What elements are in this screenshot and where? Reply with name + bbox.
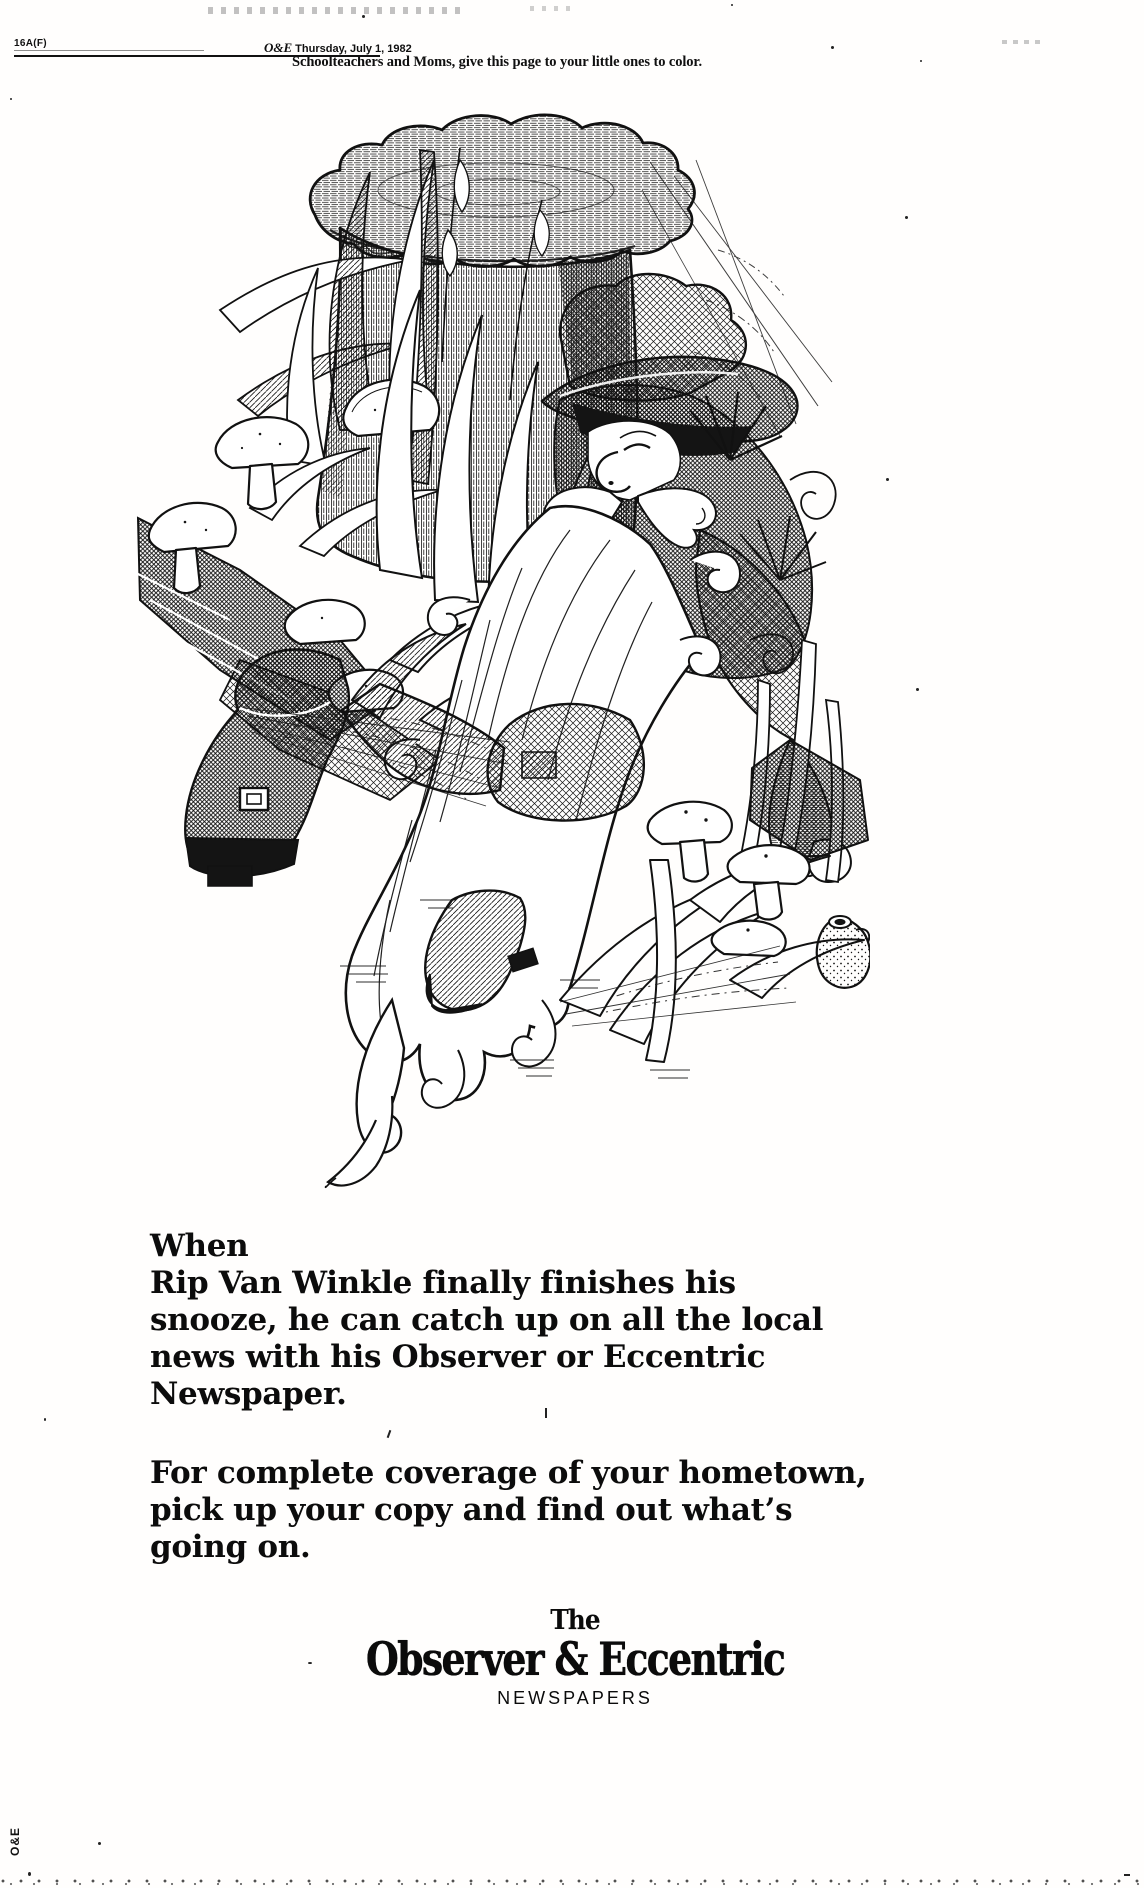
scan-speck (98, 1842, 101, 1845)
scan-speck (44, 1418, 46, 1421)
scan-speck (308, 1662, 312, 1664)
scan-speck (905, 216, 908, 219)
scan-smudge (530, 6, 578, 11)
body-line: going on. (150, 1529, 311, 1565)
scan-speck (28, 1872, 31, 1876)
scan-speck (916, 688, 919, 691)
body-paragraph (150, 1455, 920, 1566)
scan-smudge (1002, 40, 1042, 44)
scan-speck (10, 98, 12, 100)
headline-line: news with his Observer or Eccentric (150, 1339, 766, 1375)
scan-speck (831, 46, 834, 49)
page-number: 16A(F) (14, 38, 47, 49)
logo-tagline: NEWSPAPERS (497, 1688, 653, 1708)
body-line: For complete coverage of your hometown, (150, 1455, 867, 1491)
publisher-logo (190, 1605, 960, 1709)
scan-speck (1124, 1874, 1130, 1876)
coloring-instruction: Schoolteachers and Moms, give this page to your little ones to color. (292, 54, 702, 70)
scan-speck (362, 15, 365, 18)
boot-left (185, 650, 349, 887)
header-rule-faint (14, 50, 204, 51)
scan-speck (920, 60, 922, 62)
date-text: Thursday, July 1, 1982 (295, 43, 412, 55)
jug (817, 916, 870, 988)
body-line: pick up your copy and find out what’s (150, 1492, 793, 1528)
headline-line: Rip Van Winkle finally finishes his (150, 1265, 736, 1301)
scan-speck (731, 4, 733, 6)
scan-noise-band (0, 1875, 1144, 1888)
nostril (608, 481, 613, 485)
masthead-abbr: O&E (264, 40, 293, 55)
logo-name: Observer & Eccentric (365, 1632, 785, 1686)
scan-smudge (208, 7, 468, 14)
spine-text: O&E (8, 1826, 22, 1856)
headline-line: snooze, he can catch up on all the local (150, 1302, 824, 1338)
scan-speck (886, 478, 889, 481)
scan-speck (545, 1408, 547, 1418)
logo-the: The (550, 1605, 600, 1636)
headline-line: When (150, 1228, 249, 1264)
knee-patch (522, 752, 556, 778)
beard (325, 506, 740, 1187)
rip-van-winkle-illustration (90, 100, 870, 1195)
headline-line: Newspaper. (150, 1376, 347, 1412)
ad-copy (150, 1228, 920, 1566)
